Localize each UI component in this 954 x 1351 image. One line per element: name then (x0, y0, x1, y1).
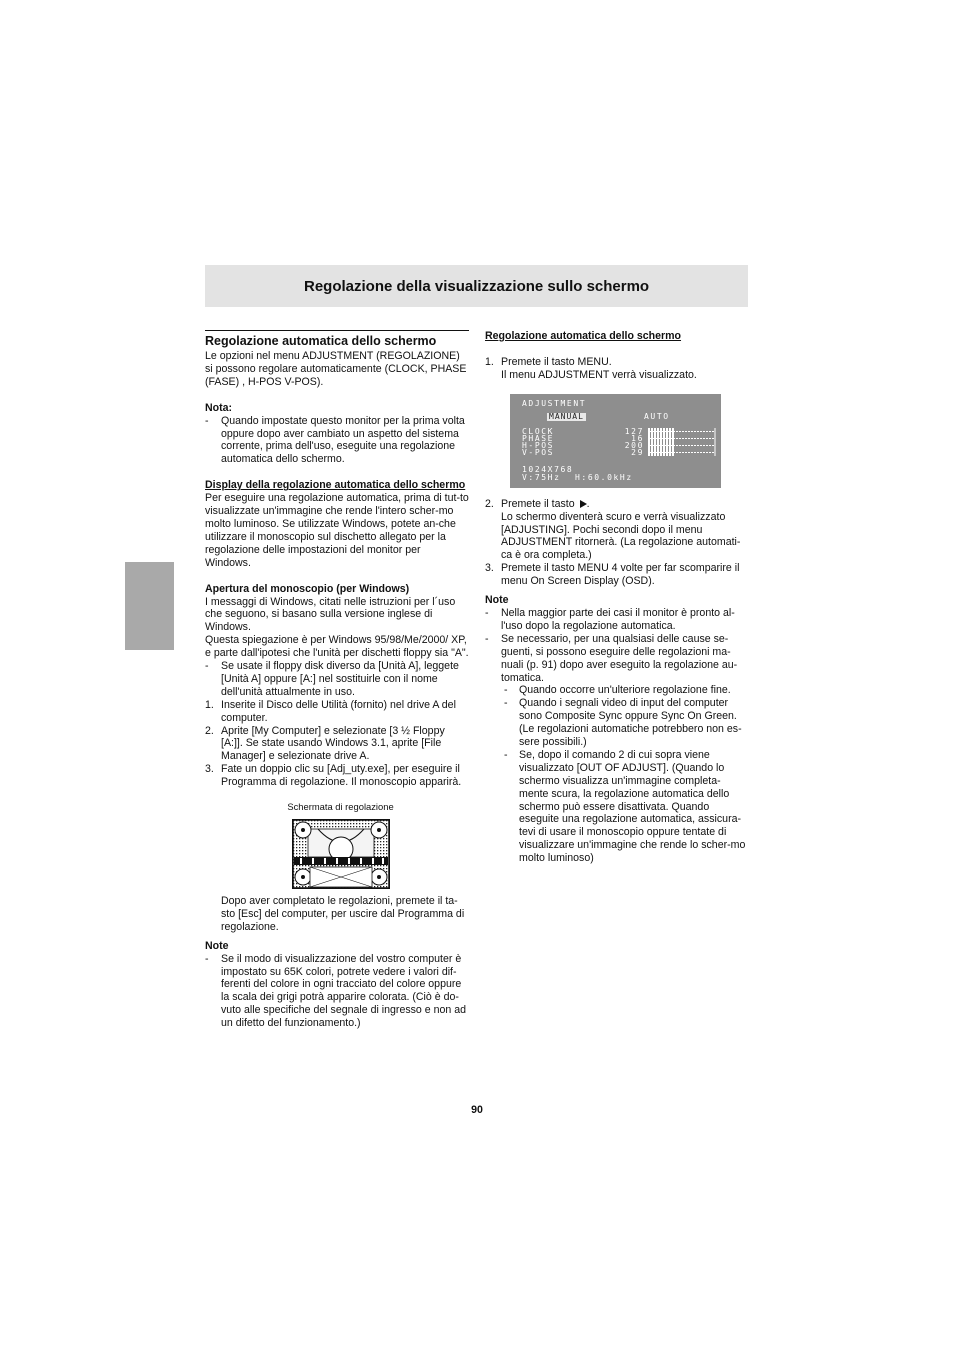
right-arrow-icon (580, 500, 587, 508)
dash-bullet: - (504, 697, 508, 710)
osd-vertical-frequency: V:75Hz (522, 472, 561, 482)
step-number: 2. (205, 724, 214, 737)
step-text: Aprite [My Computer] e selezionate [3 ½ Floppy [A:]]. Se state usando Windows 3.1, aprite [File Manager] e selezionate drive A. (221, 724, 445, 763)
step-text: Premete il tasto MENU. (501, 355, 612, 368)
osd-row-label: V-POS (522, 447, 555, 457)
step-number: 3. (485, 562, 494, 575)
step-number: 1. (485, 355, 494, 368)
osd-row-label: H-POS (522, 440, 555, 450)
step-item (205, 699, 469, 725)
step-number: 3. (205, 763, 214, 776)
note-heading: Note (485, 594, 509, 607)
note-item (485, 633, 750, 685)
note-subtext: Quando i segnali video di input del computer sono Composite Sync oppure Sync On Green. (Le regolazioni automatiche potrebbero non es-sere possibili.) (519, 697, 742, 749)
right-column (485, 330, 750, 865)
osd-row-value: 127 (624, 426, 644, 436)
note-heading: Note (205, 939, 229, 952)
step-text: Fate un doppio clic su [Adj_uty.exe], per eseguire il Programma di regolazione. Il monoscopio apparirà. (221, 763, 462, 789)
title-bar (205, 265, 748, 307)
note-subitem (485, 684, 750, 697)
step-number: 2. (485, 497, 494, 510)
step-item (205, 725, 469, 764)
step-item (205, 763, 469, 789)
osd-resolution: 1024X768 (522, 464, 574, 474)
section-heading: Regolazione automatica dello schermo (205, 330, 469, 349)
osd-auto-option: AUTO (644, 411, 670, 421)
nota-text: Quando impostate questo monitor per la prima volta oppure dopo aver cambiato un aspetto del sistema corrente, prima dell'uso, eseguite una regolazione automatica dello schermo. (221, 414, 465, 466)
step-text: Il menu ADJUSTMENT verrà visualizzato. (501, 368, 697, 381)
dash-bullet: - (485, 606, 489, 619)
nota-heading: Nota: (205, 401, 233, 414)
step-text: Inserite il Disco delle Utilità (fornito) nel drive A del computer. (221, 698, 456, 724)
osd-level-bar (648, 428, 716, 435)
osd-level-bar (648, 442, 716, 449)
after-monoscope-text: Dopo aver completato le regolazioni, premete il ta-sto [Esc] del computer, per uscire dal Programma di regolazione. (221, 895, 465, 933)
osd-level-bar (648, 449, 716, 456)
floppy-note-text: Se usate il floppy disk diverso da [Unità A], leggete [Unità A] oppure [A:] nel sostituirle con il nome dell'unità attualmente in uso. (221, 660, 459, 698)
floppy-note-item (205, 660, 469, 699)
osd-row-label: CLOCK (522, 426, 555, 436)
osd-level-bar (648, 435, 716, 442)
display-heading: Display della regolazione automatica dello schermo (205, 479, 466, 492)
side-tab-marker (125, 562, 174, 650)
dash-bullet: - (205, 660, 209, 673)
osd-row-value: 29 (631, 447, 644, 457)
osd-horizontal-frequency: H:60.0kHz (575, 472, 633, 482)
step-number: 1. (205, 698, 214, 711)
dash-bullet: - (205, 952, 209, 965)
osd-title: ADJUSTMENT (522, 398, 587, 408)
note-subitem (485, 697, 750, 749)
step-text: Lo schermo diventerà scuro e verrà visualizzato [ADJUSTING]. Pochi secondi dopo il menu ADJUSTMENT ritornerà. (La regolazione automati-ca è ora completa.) (501, 510, 741, 562)
monoscope-caption: Schermata di regolazione (287, 801, 394, 813)
page-title: Regolazione della visualizzazione sullo schermo (304, 278, 650, 295)
osd-adjustment-menu (510, 394, 721, 488)
left-column (205, 330, 469, 1030)
note-item (485, 607, 750, 633)
dash-bullet: - (485, 632, 489, 645)
step-text: Premete il tasto MENU 4 volte per far scomparire il menu On Screen Display (OSD). (501, 562, 740, 588)
note-item (205, 953, 469, 1030)
note-text: Nella maggior parte dei casi il monitor è pronto al-l'uso dopo la regolazione automatica. (501, 606, 735, 632)
page-number: 90 (471, 1104, 483, 1116)
dash-bullet: - (504, 748, 508, 761)
monoscope-pattern-image (292, 819, 390, 889)
osd-row-label: PHASE (522, 433, 555, 443)
osd-row-value: 16 (631, 433, 644, 443)
monoscope-figure (205, 819, 469, 889)
note-text: Se necessario, per una qualsiasi delle cause se-guenti, si possono eseguire delle regolazioni ma-nuali (p. 91) dopo aver eseguito la regolazione au-tomatica. (501, 632, 738, 684)
note-subtext: Quando occorre un'ulteriore regolazione fine. (519, 684, 731, 697)
right-section-heading: Regolazione automatica dello schermo (485, 330, 682, 342)
dash-bullet: - (504, 684, 508, 697)
step-text: Premete il tasto (501, 497, 575, 510)
apertura-heading: Apertura del monoscopio (per Windows) (205, 582, 410, 595)
intro-text: Le opzioni nel menu ADJUSTMENT (REGOLAZIONE) si possono regolare automaticamente (CLOCK, PHASE (FASE) , H-POS V-POS). (205, 350, 467, 388)
display-text: Per eseguire una regolazione automatica, prima di tut-to visualizzate un'immagine che rende l'intero scher-mo molto luminoso. Se utilizzate Windows, potete an-che utilizzare il monoscopio sul dischetto allegato per la regolazione delle impostazioni del monitor per Windows. (205, 492, 469, 569)
dash-bullet: - (205, 414, 209, 427)
note-text: Se il modo di visualizzazione del vostro computer è impostato su 65K colori, potrete vedere i valori dif-ferenti del colore in ogni tracciato del colore oppure la scala dei grigi potrà apparire colorata. (Ciò è do-vuto alle specifiche del segnale di ingresso e non ad un difetto del funzionamento.) (221, 952, 466, 1030)
osd-row-value: 200 (624, 440, 644, 450)
note-subitem (485, 749, 750, 865)
step-item (485, 562, 750, 588)
osd-manual-option: MANUAL (549, 411, 584, 421)
apertura-text-1: I messaggi di Windows, citati nelle istruzioni per l´uso che seguono, si basano sulla versione inglese di Windows. (205, 595, 456, 634)
step-item (485, 356, 750, 382)
step-item: 2. Premete il tasto . Lo schermo diventerà scuro e verrà visualizzato [ADJUSTING]. Pochi secondi dopo il menu ADJUSTMENT ritornerà. (La regolazione automati-ca è ora completa.) (485, 497, 741, 562)
apertura-text-2: Questa spiegazione è per Windows 95/98/Me/2000/ XP, e parte dall'ipotesi che l'unità per dischetti floppy sia "A". (205, 634, 469, 660)
note-subtext: Se, dopo il comando 2 di cui sopra viene visualizzato [OUT OF ADJUST]. (Quando lo schermo visualizza un'immagine completa-mente scura, la regolazione automatica dello schermo può essere disattivata. Quando eseguite una regolazione automatica, assicura-tevi di usare il monoscopio oppure tentate di visualizzare un'immagine che rende lo scher-mo molto luminoso) (519, 748, 746, 865)
nota-item (205, 415, 469, 467)
